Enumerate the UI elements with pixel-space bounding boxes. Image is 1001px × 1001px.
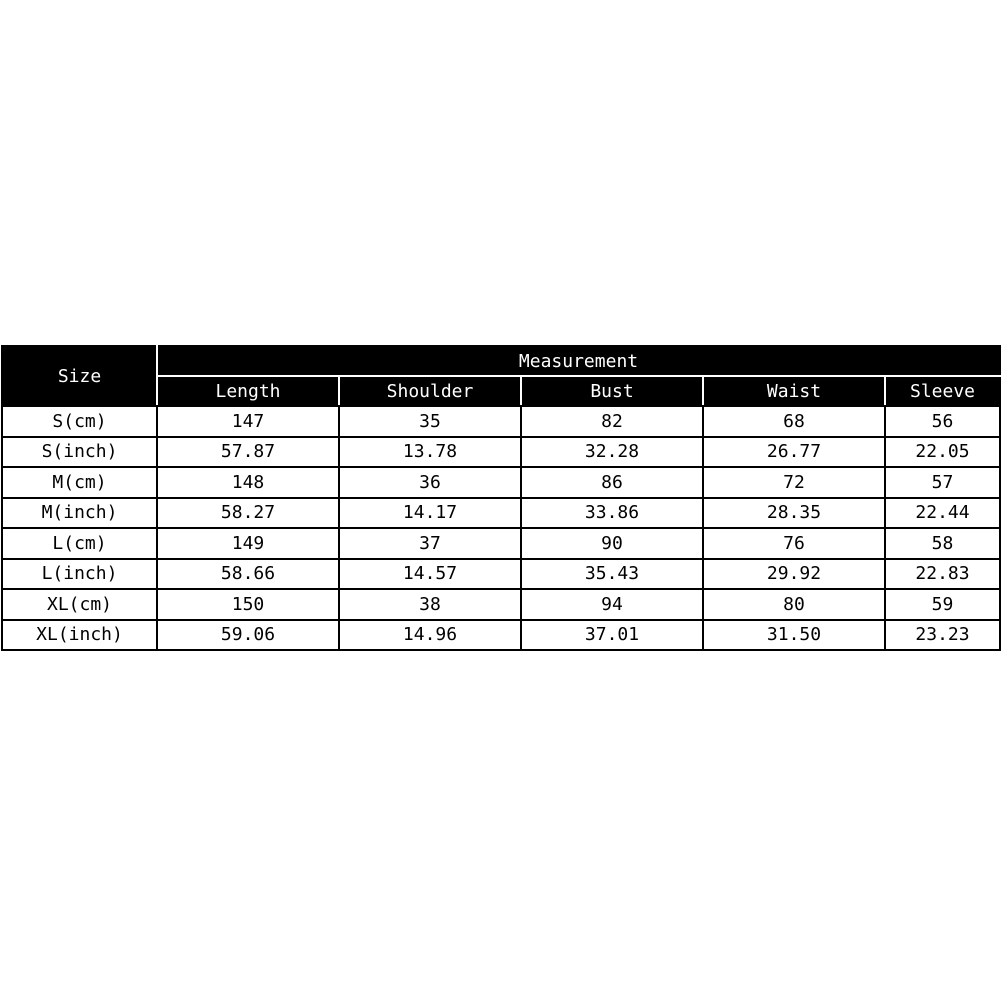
table-row — [2, 437, 1000, 468]
waist-cell: 26.77 — [703, 437, 885, 468]
size-chart-table — [1, 345, 1001, 651]
length-cell: 58.66 — [157, 559, 339, 590]
shoulder-cell: 14.57 — [339, 559, 521, 590]
sleeve-cell: 22.44 — [885, 498, 1000, 529]
bust-cell: 33.86 — [521, 498, 703, 529]
sleeve-cell: 23.23 — [885, 620, 1000, 651]
sleeve-cell: 57 — [885, 467, 1000, 498]
size-chart-header — [2, 346, 1000, 406]
sleeve-cell: 22.83 — [885, 559, 1000, 590]
bust-cell: 35.43 — [521, 559, 703, 590]
waist-cell: 29.92 — [703, 559, 885, 590]
table-row — [2, 589, 1000, 620]
sleeve-cell: 22.05 — [885, 437, 1000, 468]
table-row — [2, 528, 1000, 559]
size-label-cell: L(inch) — [2, 559, 157, 590]
waist-cell: 31.50 — [703, 620, 885, 651]
size-label-cell: XL(cm) — [2, 589, 157, 620]
table-row — [2, 467, 1000, 498]
shoulder-cell: 35 — [339, 406, 521, 437]
bust-cell: 32.28 — [521, 437, 703, 468]
size-label-cell: M(cm) — [2, 467, 157, 498]
length-cell: 150 — [157, 589, 339, 620]
header-row-group — [2, 346, 1000, 376]
waist-cell: 68 — [703, 406, 885, 437]
waist-cell: 72 — [703, 467, 885, 498]
shoulder-cell: 37 — [339, 528, 521, 559]
length-cell: 58.27 — [157, 498, 339, 529]
shoulder-cell: 36 — [339, 467, 521, 498]
column-header-shoulder: Shoulder — [339, 376, 521, 406]
length-cell: 59.06 — [157, 620, 339, 651]
length-cell: 57.87 — [157, 437, 339, 468]
column-header-waist: Waist — [703, 376, 885, 406]
size-label-cell: XL(inch) — [2, 620, 157, 651]
size-label-cell: S(cm) — [2, 406, 157, 437]
bust-cell: 82 — [521, 406, 703, 437]
size-label-cell: L(cm) — [2, 528, 157, 559]
shoulder-cell: 14.96 — [339, 620, 521, 651]
measurement-group-header: Measurement — [157, 346, 1000, 376]
column-header-bust: Bust — [521, 376, 703, 406]
bust-cell: 90 — [521, 528, 703, 559]
table-row — [2, 498, 1000, 529]
sleeve-cell: 56 — [885, 406, 1000, 437]
sleeve-cell: 59 — [885, 589, 1000, 620]
shoulder-cell: 14.17 — [339, 498, 521, 529]
size-column-header: Size — [2, 346, 157, 406]
sleeve-cell: 58 — [885, 528, 1000, 559]
column-header-sleeve: Sleeve — [885, 376, 1000, 406]
shoulder-cell: 38 — [339, 589, 521, 620]
bust-cell: 86 — [521, 467, 703, 498]
bust-cell: 94 — [521, 589, 703, 620]
length-cell: 148 — [157, 467, 339, 498]
length-cell: 147 — [157, 406, 339, 437]
table-row — [2, 620, 1000, 651]
size-label-cell: S(inch) — [2, 437, 157, 468]
length-cell: 149 — [157, 528, 339, 559]
bust-cell: 37.01 — [521, 620, 703, 651]
column-header-length: Length — [157, 376, 339, 406]
shoulder-cell: 13.78 — [339, 437, 521, 468]
waist-cell: 28.35 — [703, 498, 885, 529]
table-row — [2, 406, 1000, 437]
waist-cell: 80 — [703, 589, 885, 620]
size-label-cell: M(inch) — [2, 498, 157, 529]
size-chart-body — [2, 406, 1000, 650]
waist-cell: 76 — [703, 528, 885, 559]
table-row — [2, 559, 1000, 590]
